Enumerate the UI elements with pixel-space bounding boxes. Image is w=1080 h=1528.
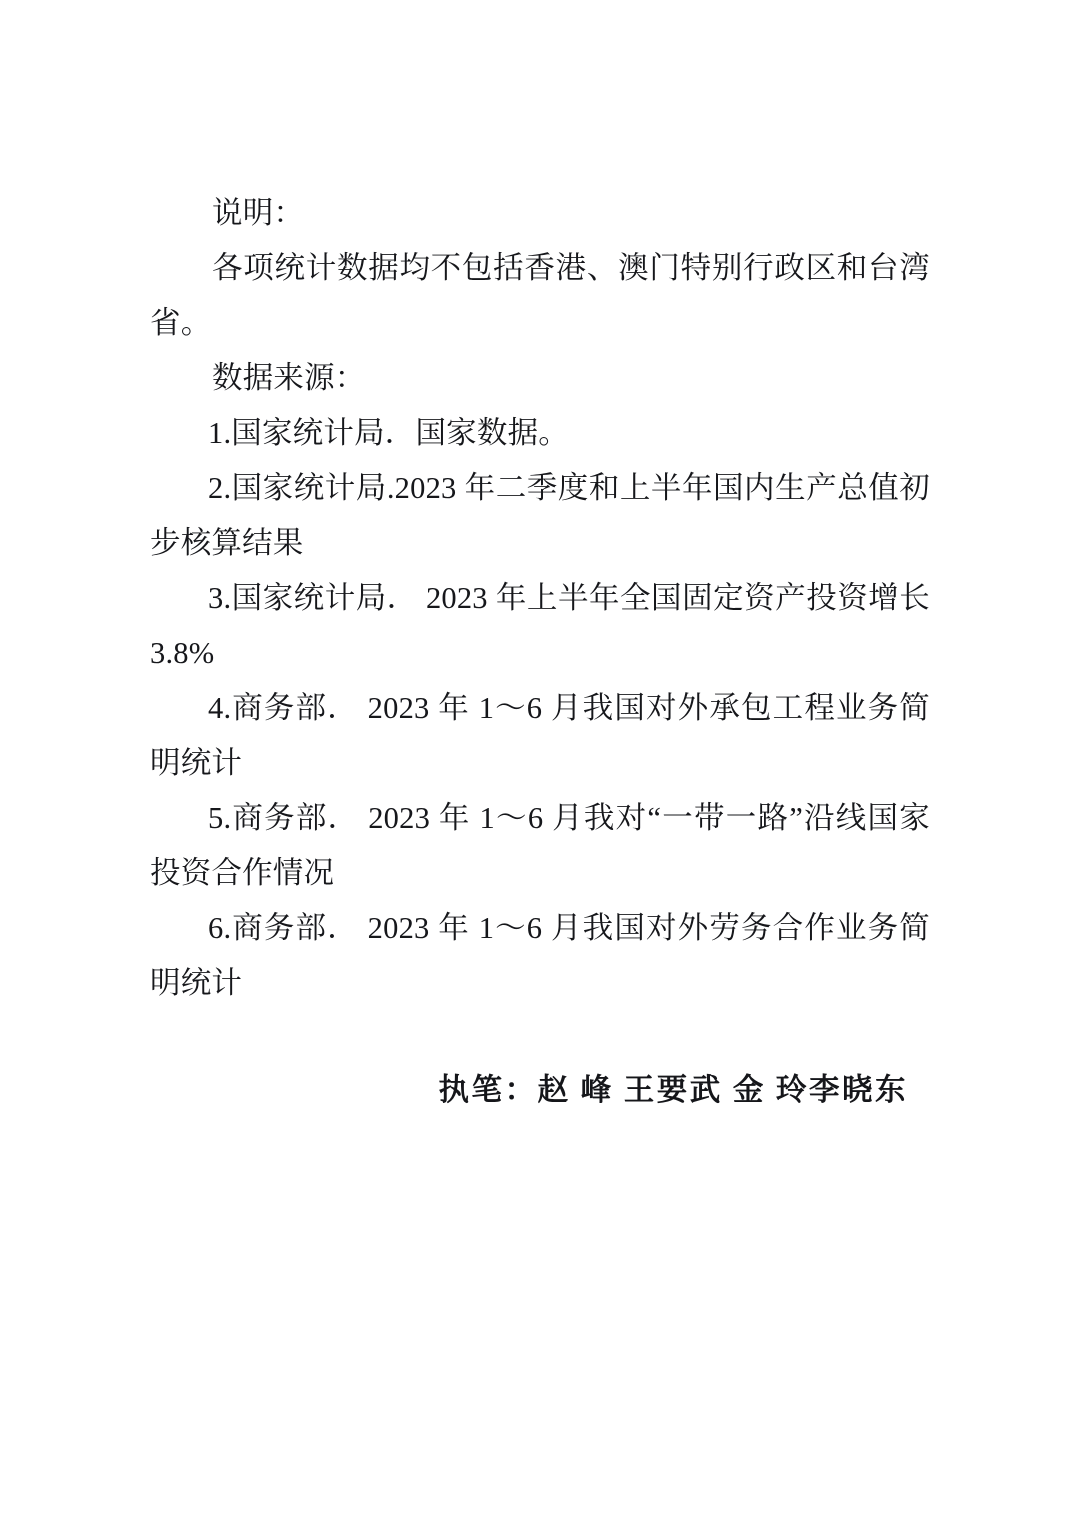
notes-text: 各项统计数据均不包括香港、澳门特别行政区和台湾省。 bbox=[150, 251, 930, 340]
source-item-5: 5.商务部． 2023 年 1～6 月我对“一带一路”沿线国家投资合作情况 bbox=[150, 801, 930, 890]
source-item-6: 6.商务部． 2023 年 1～6 月我国对外劳务合作业务简明统计 bbox=[150, 911, 930, 1000]
notes-heading: 说明： bbox=[212, 196, 305, 230]
source-item-2: 2.国家统计局.2023 年二季度和上半年国内生产总值初步核算结果 bbox=[150, 471, 930, 560]
source-item-4: 4.商务部． 2023 年 1～6 月我国对外承包工程业务简明统计 bbox=[150, 691, 930, 780]
source-item-1: 1.国家统计局．国家数据。 bbox=[208, 416, 569, 450]
sources-heading: 数据来源： bbox=[212, 361, 366, 395]
document-body bbox=[150, 186, 930, 1118]
source-item-3: 3.国家统计局． 2023 年上半年全国固定资产投资增长3.8% bbox=[150, 581, 930, 670]
signature-block bbox=[150, 1063, 930, 1118]
author-signature: 执笔：赵 峰 王要武 金 玲李晓东 bbox=[438, 1073, 908, 1107]
